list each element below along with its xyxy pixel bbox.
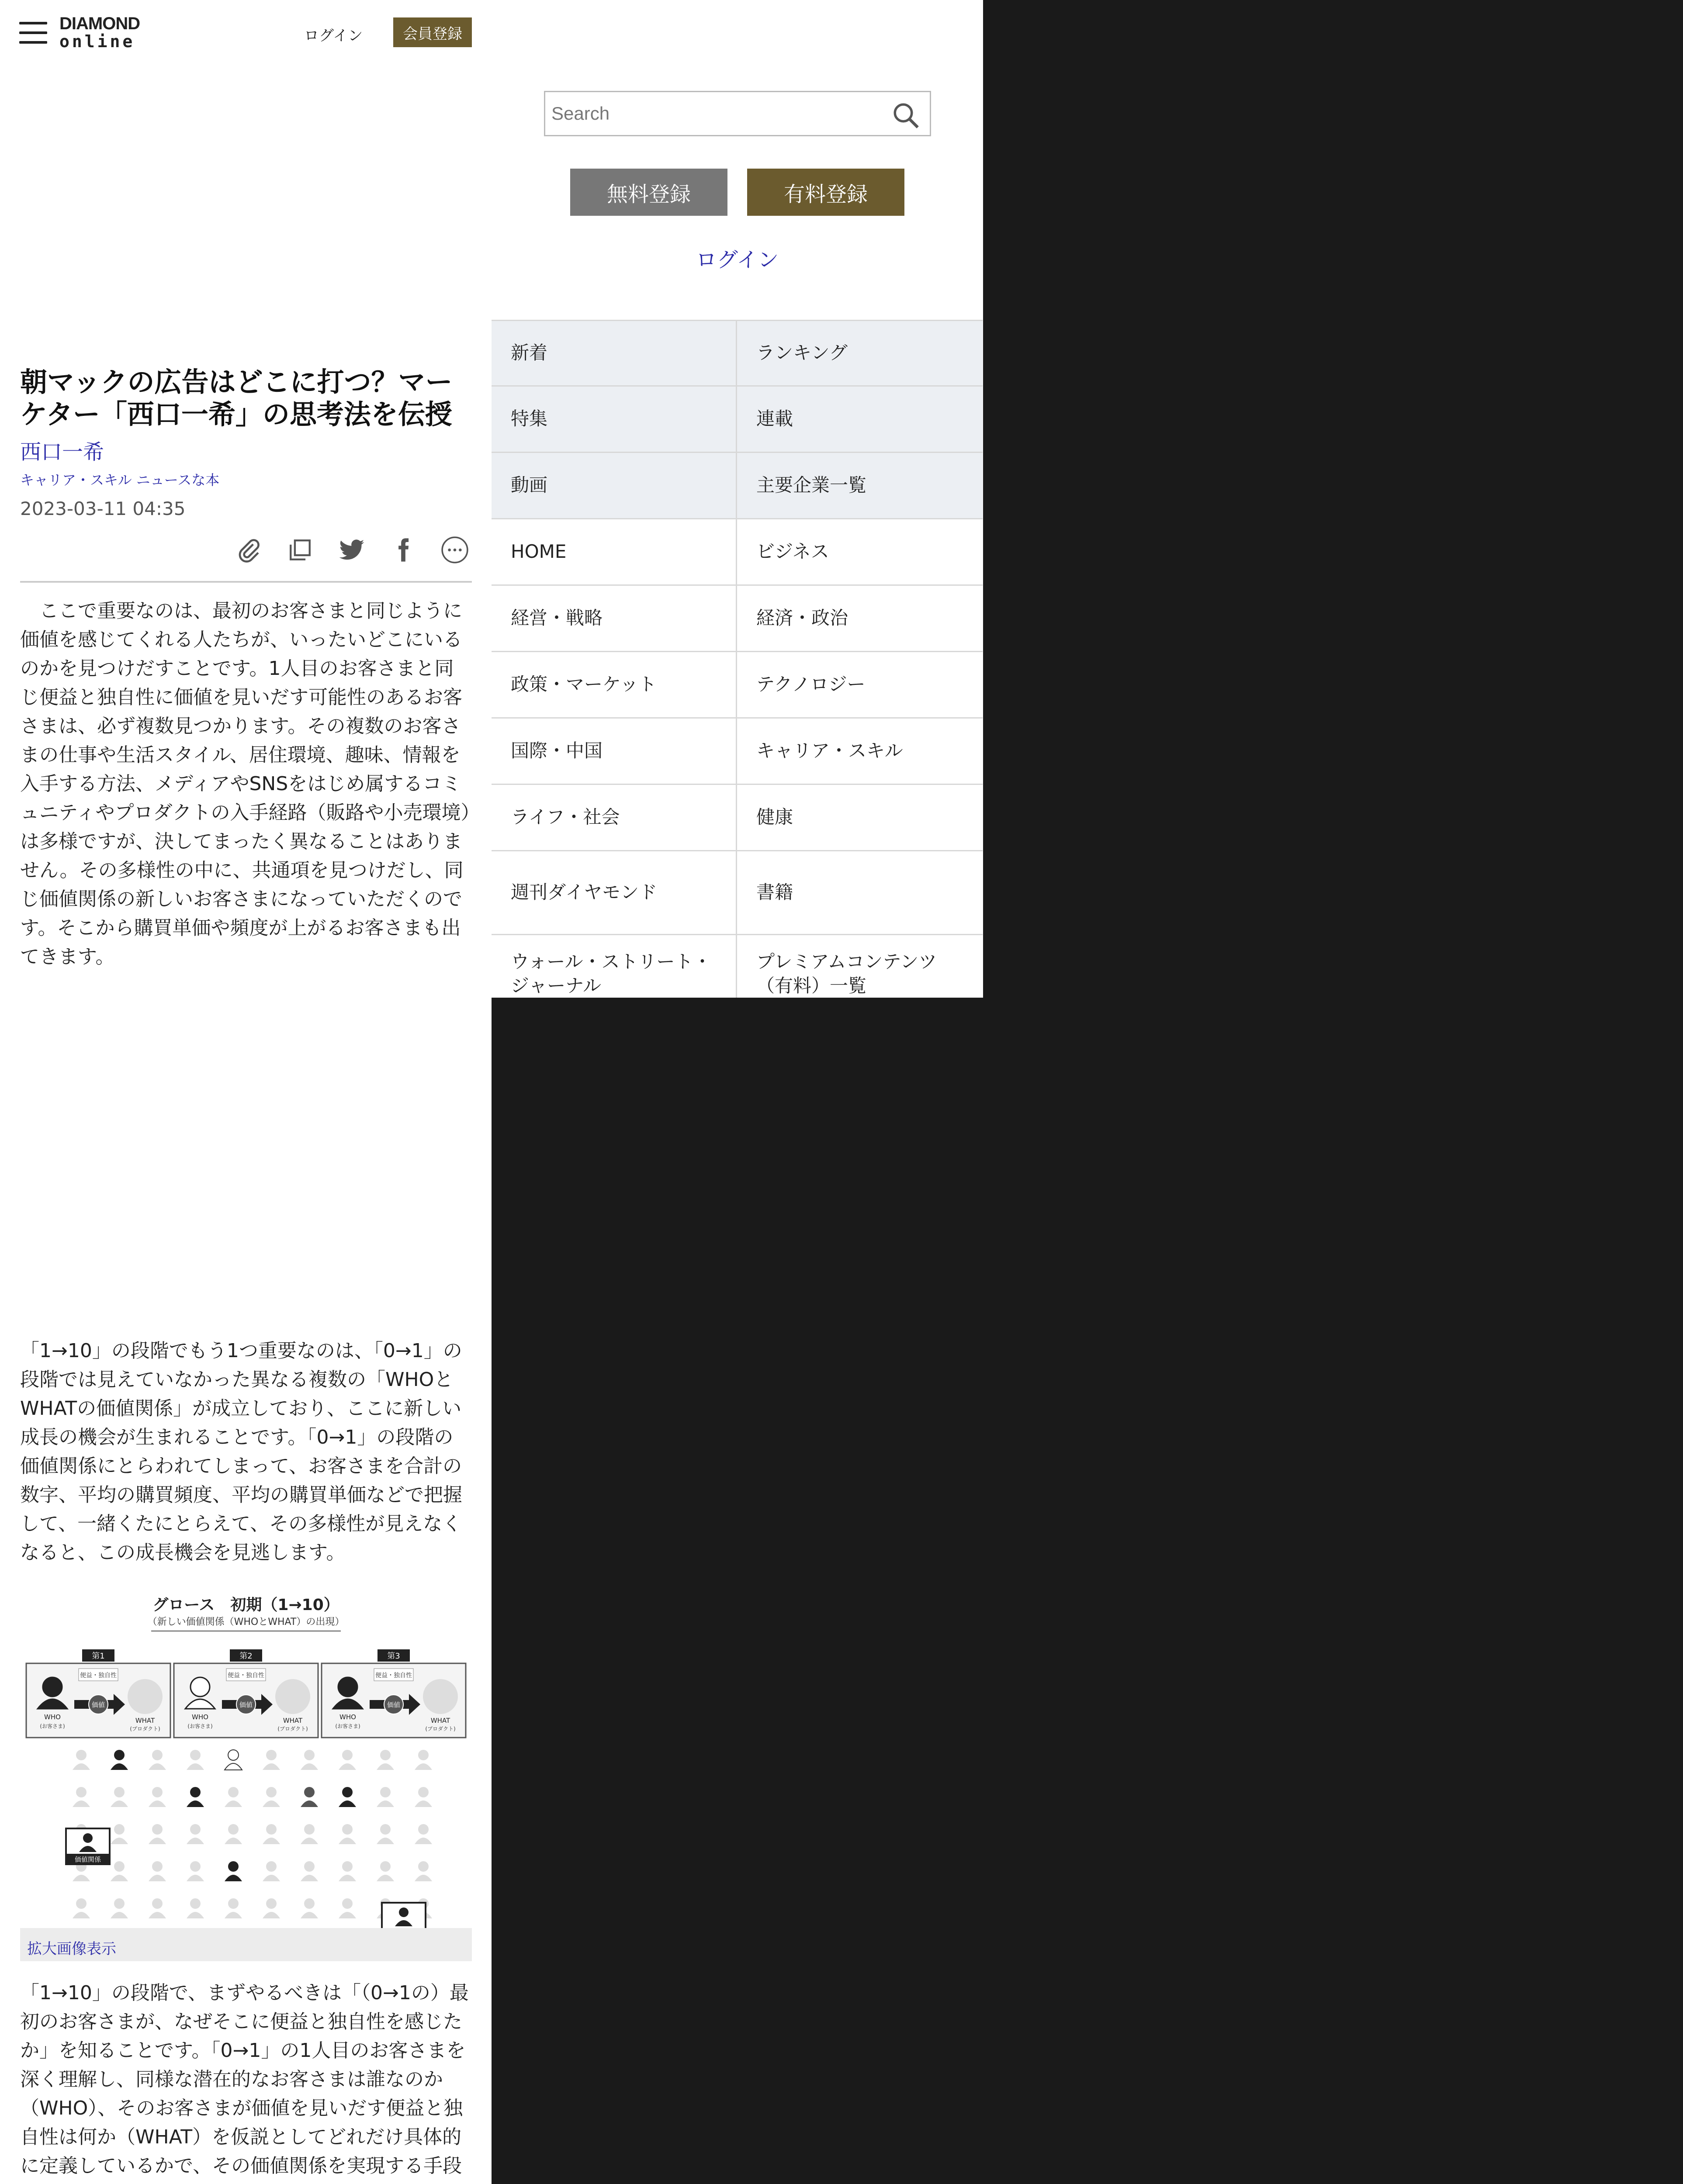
person-figure	[149, 1824, 166, 1844]
person-figure	[377, 1824, 394, 1844]
menu-international[interactable]: 国際・中国	[492, 717, 737, 784]
menu-row	[492, 784, 983, 850]
author-link[interactable]: 西口一希	[20, 440, 104, 464]
person-figure	[301, 1824, 318, 1844]
menu-management[interactable]: 経営・戦略	[492, 584, 737, 651]
person-figure	[187, 1750, 204, 1770]
article-title: 朝マックの広告はどこに打つ？マーケター「西口一希」の思考法を伝授	[20, 366, 453, 431]
person-figure	[415, 1787, 432, 1807]
benefit-label: 便益・独自性	[375, 1672, 412, 1679]
person-figure	[263, 1861, 280, 1881]
benefit-label: 便益・独自性	[80, 1672, 117, 1679]
menu-series[interactable]: 連載	[737, 385, 983, 452]
person-figure	[415, 1861, 432, 1881]
stage-box	[26, 1649, 170, 1738]
menu-row	[492, 320, 983, 385]
share-toolbar	[232, 531, 472, 569]
menu-row	[492, 934, 983, 998]
value-label: 価値	[91, 1701, 105, 1709]
person-figure	[187, 1861, 204, 1881]
person-figure	[149, 1898, 166, 1918]
stage-box	[174, 1649, 318, 1738]
person-figure	[263, 1787, 280, 1807]
menu-video[interactable]: 動画	[492, 452, 737, 518]
paid-register-button[interactable]: 有料登録	[747, 169, 904, 216]
benefit-label: 便益・独自性	[228, 1672, 264, 1679]
person-figure	[111, 1898, 128, 1918]
menu-books[interactable]: 書籍	[737, 850, 983, 934]
article-paragraph: 「1→10」の段階で、まずやるべきは「（0→1の）最初のお客さまが、なぜそこに便益と独自性を感じたか」を知ることです。「0→1」の1人目のお客さまを深く理解し、同様な潜在的なお客さまは誰なのか（WHO）、そのお客さまが価値を見いだす便益と独自性は何か（WHAT）を仮説としてどれだけ具体的に定義しているかで、その価値関係を実現する手段	[20, 1982, 469, 2177]
menu-companies[interactable]: 主要企業一覧	[737, 452, 983, 518]
menu-career[interactable]: キャリア・スキル	[737, 717, 983, 784]
person-figure	[301, 1750, 318, 1770]
person-figure	[301, 1861, 318, 1881]
person-figure	[377, 1787, 394, 1807]
person-figure	[187, 1898, 204, 1918]
person-figure	[111, 1750, 128, 1770]
person-figure	[111, 1861, 128, 1881]
site-header	[0, 0, 492, 66]
value-label: 価値	[239, 1701, 253, 1709]
menu-home[interactable]: HOME	[492, 518, 737, 584]
stage-box	[322, 1649, 466, 1738]
what-sub: (プロダクト)	[130, 1726, 160, 1732]
person-figure	[301, 1787, 318, 1807]
menu-row	[492, 385, 983, 452]
figure-title: グロース 初期（1→10）	[152, 1596, 339, 1614]
who-sub: (お客さま)	[335, 1723, 360, 1729]
publish-date: 2023-03-11 04:35	[20, 498, 186, 519]
search-input[interactable]	[551, 98, 883, 129]
free-register-button[interactable]: 無料登録	[570, 169, 727, 216]
person-figure	[339, 1787, 356, 1807]
what-sub: (プロダクト)	[277, 1726, 308, 1732]
person-figure	[339, 1861, 356, 1881]
who-sub: (お客さま)	[187, 1723, 213, 1729]
category-link[interactable]: キャリア・スキル ニュースな本	[20, 472, 220, 488]
header-login-link[interactable]: ログイン	[304, 27, 363, 45]
link-icon[interactable]	[232, 533, 266, 567]
person-figure	[149, 1861, 166, 1881]
what-sub: (プロダクト)	[425, 1726, 456, 1732]
stage-label: 第1	[92, 1652, 105, 1661]
menu-ranking[interactable]: ランキング	[737, 320, 983, 385]
what-label: WHAT	[135, 1717, 155, 1724]
search-box	[544, 91, 931, 136]
article-paragraph: 「1→10」の段階でもう1つ重要なのは、「0→1」の段階では見えていなかった異なる複数の「WHOとWHATの価値関係」が成立しており、ここに新しい成長の機会が生まれることです。「0→1」の段階の価値関係にとらわれてしまって、お客さまを合計の数字、平均の購買頻度、平均の購買単価などで把握して、一緒くたにとらえて、その多様性が見えなくなると、この成長機会を見逃します。	[20, 1340, 462, 1564]
article-page	[0, 0, 492, 2184]
twitter-icon[interactable]	[335, 533, 369, 567]
what-label: WHAT	[283, 1717, 303, 1724]
person-figure	[415, 1750, 432, 1770]
menu-row	[492, 717, 983, 784]
site-logo[interactable]	[59, 15, 140, 50]
who-label: WHO	[339, 1713, 356, 1721]
menu-wsj[interactable]: ウォール・ストリート・ジャーナル	[492, 934, 737, 998]
stage-label: 第3	[387, 1652, 400, 1661]
person-figure	[225, 1750, 242, 1770]
person-figure	[377, 1750, 394, 1770]
menu-login-link[interactable]: ログイン	[696, 248, 779, 272]
menu-technology[interactable]: テクノロジー	[737, 651, 983, 717]
logo-top-text: DIAMOND	[59, 14, 140, 33]
menu-feature[interactable]: 特集	[492, 385, 737, 452]
person-figure	[73, 1750, 90, 1770]
menu-row	[492, 850, 983, 934]
person-figure	[339, 1898, 356, 1918]
menu-economy[interactable]: 経済・政治	[737, 584, 983, 651]
figure-subtitle: （新しい価値関係（WHOとWHAT）の出現）	[147, 1617, 345, 1628]
title-divider	[20, 581, 472, 583]
relationship-tag-label: 価値関係	[74, 1856, 101, 1863]
enlarge-image-link[interactable]: 拡大画像表示	[20, 1928, 472, 1961]
menu-policy-market[interactable]: 政策・マーケット	[492, 651, 737, 717]
person-figure	[263, 1750, 280, 1770]
menu-new[interactable]: 新着	[492, 320, 737, 385]
menu-row	[492, 651, 983, 717]
person-figure	[187, 1824, 204, 1844]
stage-label: 第2	[239, 1652, 253, 1661]
who-label: WHO	[192, 1713, 208, 1721]
menu-row	[492, 518, 983, 584]
more-icon[interactable]	[438, 533, 472, 567]
person-figure	[73, 1787, 90, 1807]
relationship-tag	[66, 1828, 110, 1864]
person-figure	[339, 1750, 356, 1770]
article-paragraph: ここで重要なのは、最初のお客さまと同じように価値を感じてくれる人たちが、いったいどこにいるのかを見つけだすことです。1人目のお客さまと同じ便益と独自性に価値を見いだす可能性のあるお客さまは、必ず複数見つかります。その複数のお客さまの仕事や生活スタイル、居住環境、趣味、情報を入手する方法、メディアやSNSをはじめ属するコミュニティやプロダクトの入手経路（販路や小売環境）は多様ですが、決してまったく異なることはありません。その多様性の中に、共通項を見つけだし、同じ価値関係の新しいお客さまになっていただくのです。そこから購買単価や頻度が上がるお客さまも出てきます。	[20, 600, 471, 968]
copy-icon[interactable]	[283, 533, 317, 567]
value-label: 価値	[387, 1701, 401, 1709]
facebook-icon[interactable]	[386, 533, 420, 567]
person-figure	[149, 1750, 166, 1770]
slide-menu-panel	[492, 0, 983, 998]
header-register-button[interactable]: 会員登録	[393, 17, 472, 47]
person-figure	[73, 1898, 90, 1918]
person-figure	[187, 1787, 204, 1807]
menu-weekly-diamond[interactable]: 週刊ダイヤモンド	[492, 850, 737, 934]
person-figure	[263, 1824, 280, 1844]
menu-row	[492, 452, 983, 518]
search-icon[interactable]	[891, 101, 920, 130]
menu-business[interactable]: ビジネス	[737, 518, 983, 584]
growth-diagram-image[interactable]	[20, 1590, 472, 1961]
person-figure	[111, 1787, 128, 1807]
person-figure	[301, 1898, 318, 1918]
hamburger-menu-icon[interactable]	[19, 22, 47, 44]
what-label: WHAT	[430, 1717, 450, 1724]
person-figure	[225, 1787, 242, 1807]
person-figure	[339, 1824, 356, 1844]
menu-premium[interactable]: プレミアムコンテンツ（有料）一覧	[737, 934, 983, 998]
person-figure	[263, 1898, 280, 1918]
person-figure	[149, 1787, 166, 1807]
who-sub: (お客さま)	[40, 1723, 65, 1729]
person-figure	[111, 1824, 128, 1844]
who-label: WHO	[44, 1713, 61, 1721]
person-figure	[225, 1824, 242, 1844]
menu-life[interactable]: ライフ・社会	[492, 784, 737, 850]
person-figure	[377, 1861, 394, 1881]
person-figure	[415, 1824, 432, 1844]
person-figure	[225, 1861, 242, 1881]
menu-row	[492, 584, 983, 651]
person-figure	[225, 1898, 242, 1918]
menu-health[interactable]: 健康	[737, 784, 983, 850]
logo-bottom-text: online	[59, 32, 135, 51]
